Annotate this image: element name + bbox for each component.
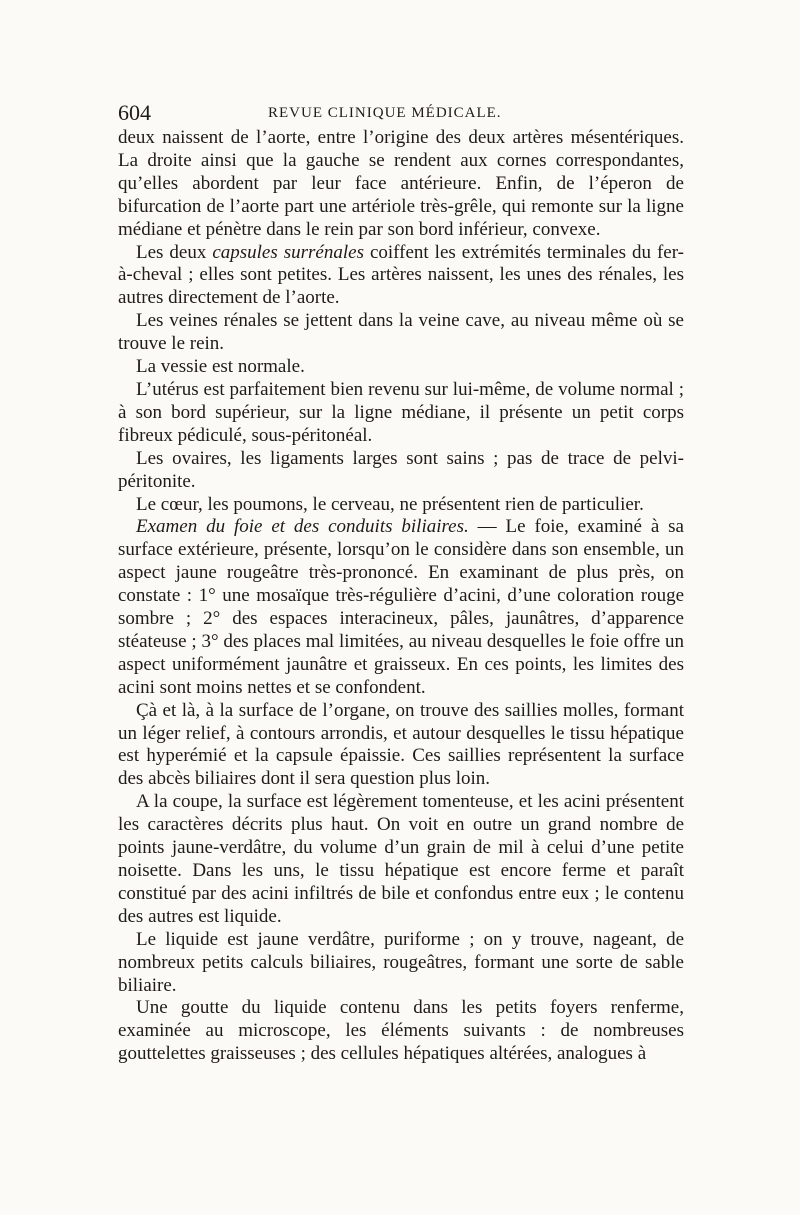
journal-title: REVUE CLINIQUE MÉDICALE. — [268, 105, 502, 121]
paragraph-text: — Le foie, examiné à sa surface extérieure, présente, lorsqu’on le considère dans son ensemble, un aspect jaune rougeâtre très-prononcé. En examinant de plus près, on constate : 1° une mosaïque très-régulière d’acini, d’une coloration rouge sombre ; 2° des espaces interacineux, pâles, jaunâtres, d’apparence stéateuse ; 3° des places mal limitées, au niveau desquelles le foie offre un aspect uniformément jaunâtre et graisseux. En ces points, les limites des acini sont moins nettes et se confondent. — [118, 516, 684, 698]
paragraph-liver-examination — [118, 516, 684, 699]
paragraph-bladder: La vessie est normale. — [136, 356, 305, 378]
page-number: 604 — [118, 100, 151, 125]
paragraph-heart-lungs-brain: Le cœur, les poumons, le cerveau, ne présentent rien de particulier. — [136, 493, 644, 515]
section-heading-italic: Examen du foie et des conduits biliaires. — [136, 516, 469, 538]
paragraph-text: coiffent les extrémités terminales du fer-à-cheval ; elles sont petites. Les artères naissent, les unes des rénales, les autres directement de l’aorte. — [118, 241, 684, 309]
running-head — [118, 98, 690, 128]
article-body — [118, 127, 684, 1066]
paragraph-uterus: L’utérus est parfaitement bien revenu sur lui-même, de volume normal ; à son bord supérieur, sur la ligne médiane, il présente un petit corps fibreux pédiculé, sous-péritonéal. — [118, 378, 684, 446]
paragraph-aorta-branches: deux naissent de l’aorte, entre l’origine des deux artères mésentériques. La droite ainsi que la gauche se rendent aux cornes correspondantes, qu’elles abordent par leur face antérieure. Enfin, de l’éperon de bifurcation de l’aorte part une artériole très-grêle, qui remonte sur la ligne médiane et pénètre dans le rein par son bord inférieur, convexe. — [118, 127, 684, 240]
paragraph-microscopy: Une goutte du liquide contenu dans les petits foyers renferme, examinée au microscope, les éléments suivants : de nombreuses gouttelettes graisseuses ; des cellules hépatiques altérées, analogues à — [118, 997, 684, 1065]
paragraph-text: Les deux — [136, 241, 213, 263]
paragraph-suprarenal-capsules — [118, 242, 684, 311]
paragraph-biliary-liquid: Le liquide est jaune verdâtre, puriforme ; on y trouve, nageant, de nombreux petits calculs biliaires, rougeâtres, formant une sorte de sable biliaire. — [118, 928, 684, 996]
paragraph-cut-surface: A la coupe, la surface est légèrement tomenteuse, et les acini présentent les caractères décrits plus haut. On voit en outre un grand nombre de points jaune-verdâtre, du volume d’un grain de mil à celui d’une petite noisette. Dans les uns, le tissu hépatique est encore ferme et paraît constitué par des acini infiltrés de bile et confondus entre eux ; le contenu des autres est liquide. — [118, 791, 684, 927]
emphasized-term: capsules surrénales — [212, 241, 364, 263]
paragraph-liver-surface: Çà et là, à la surface de l’organe, on trouve des saillies molles, formant un léger relief, à contours arrondis, et autour desquelles le tissu hépatique est hyperémié et la capsule épaissie. Ces saillies représentent la surface des abcès biliaires dont il sera question plus loin. — [118, 699, 684, 790]
paragraph-ovaries: Les ovaires, les ligaments larges sont sains ; pas de trace de pelvi-péritonite. — [118, 447, 684, 492]
paragraph-renal-veins: Les veines rénales se jettent dans la veine cave, au niveau même où se trouve le rein. — [118, 310, 684, 355]
